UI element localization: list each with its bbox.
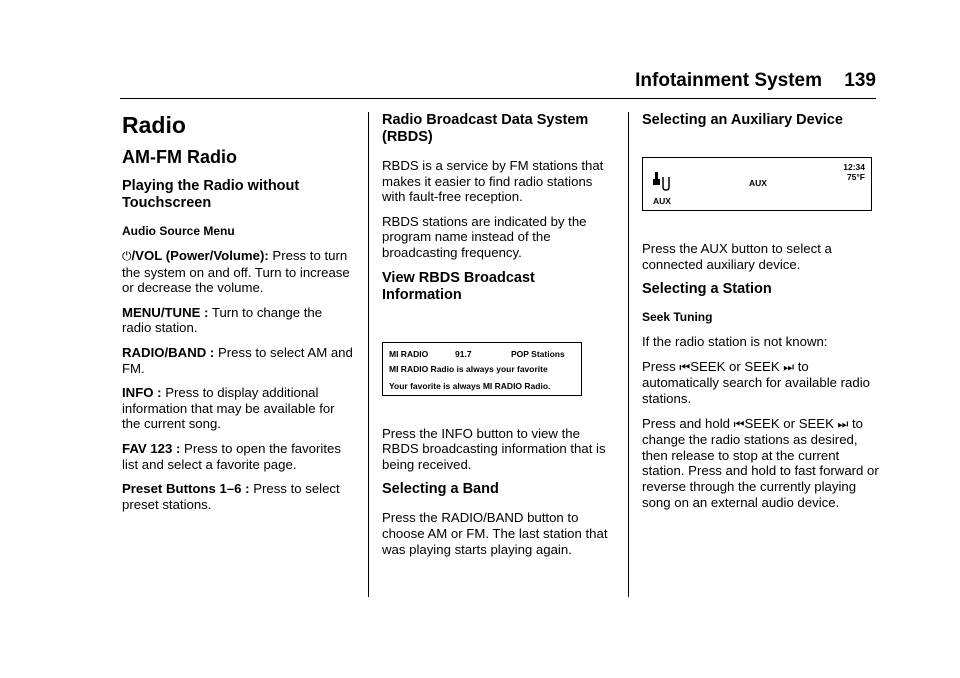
heading-view-rbds: View RBDS Broadcast Information	[382, 269, 535, 303]
heading-aux-device: Selecting an Auxiliary Device	[642, 112, 843, 128]
rbds-line-2: MI RADIO Radio is always your favorite	[389, 363, 548, 374]
rbds-paragraph-1: RBDS is a service by FM stations that makes it easier to find radio stations with fault-free reception.	[382, 158, 604, 205]
section-title-radio: Radio	[122, 112, 186, 138]
seek-forward-icon: ⏭	[837, 416, 849, 431]
header-rule	[120, 98, 876, 99]
seek-paragraph-1: If the radio station is not known:	[642, 334, 828, 350]
rbds-display-screen	[382, 342, 582, 396]
aux-input-icon	[653, 172, 671, 192]
seek-back-icon: ⏮	[679, 359, 691, 374]
page-number: 139	[844, 70, 876, 91]
aux-temperature: 75°F	[846, 172, 865, 182]
heading-am-fm-radio: AM-FM Radio	[122, 147, 237, 167]
heading-rbds: Radio Broadcast Data System (RBDS)	[382, 112, 589, 145]
page-header	[120, 70, 880, 100]
item-menu-tune: MENU/TUNE : Turn to change the radio station.	[122, 304, 323, 336]
aux-display-screen	[642, 157, 872, 211]
seek-paragraph-3: Press and hold ⏮SEEK or SEEK ⏭ to change the radio stations as desired, then release to stop at the current station. Press and hold to fast forward or reverse through the currently playing song on an external audio device.	[642, 415, 879, 510]
column-2	[382, 108, 614, 566]
column-3	[642, 108, 880, 519]
rbds-paragraph-3: Press the INFO button to view the RBDS broadcasting information that is being received.	[382, 425, 606, 472]
header-title: Infotainment System	[635, 70, 822, 91]
aux-clock: 12:34	[843, 162, 865, 172]
seek-paragraph-2: Press ⏮SEEK or SEEK ⏭ to automatically search for available radio stations.	[642, 358, 870, 406]
heading-seek-tuning: Seek Tuning	[642, 310, 713, 325]
item-radio-band: RADIO/BAND : Press to select AM and FM.	[122, 344, 353, 376]
seek-back-icon: ⏮	[733, 416, 745, 431]
rbds-line-3: Your favorite is always MI RADIO Radio.	[389, 380, 551, 391]
aux-paragraph: Press the AUX button to select a connected auxiliary device.	[642, 241, 832, 272]
seek-forward-icon: ⏭	[783, 359, 795, 374]
item-power-volume: ⏻/VOL (Power/Volume): Press to turn the system on and off. Turn to increase or decrease the volume.	[122, 248, 350, 296]
rbds-paragraph-2: RBDS stations are indicated by the program name instead of the broadcasting frequency.	[382, 213, 587, 260]
rbds-frequency: 91.7	[455, 348, 472, 359]
power-icon: ⏻	[122, 249, 132, 263]
heading-selecting-band: Selecting a Band	[382, 481, 499, 498]
column-divider	[628, 112, 629, 597]
rbds-genre: POP Stations	[511, 348, 565, 359]
aux-center-label: AUX	[749, 178, 767, 188]
item-preset-buttons: Preset Buttons 1–6 : Press to select preset stations.	[122, 481, 340, 512]
item-info: INFO : Press to display additional information that may be available for the current song.	[122, 385, 335, 432]
column-divider	[368, 112, 369, 597]
item-fav: FAV 123 : Press to open the favorites list and select a favorite page.	[122, 440, 341, 472]
heading-playing-radio: Playing the Radio without Touchscreen	[122, 178, 300, 211]
heading-audio-source-menu: Audio Source Menu	[122, 224, 235, 238]
aux-bottom-label: AUX	[653, 196, 671, 206]
column-1	[122, 108, 354, 521]
band-paragraph: Press the RADIO/BAND button to choose AM or FM. The last station that was playing starts playing again.	[382, 510, 608, 557]
rbds-station: MI RADIO	[389, 348, 429, 359]
heading-selecting-station: Selecting a Station	[642, 281, 772, 298]
